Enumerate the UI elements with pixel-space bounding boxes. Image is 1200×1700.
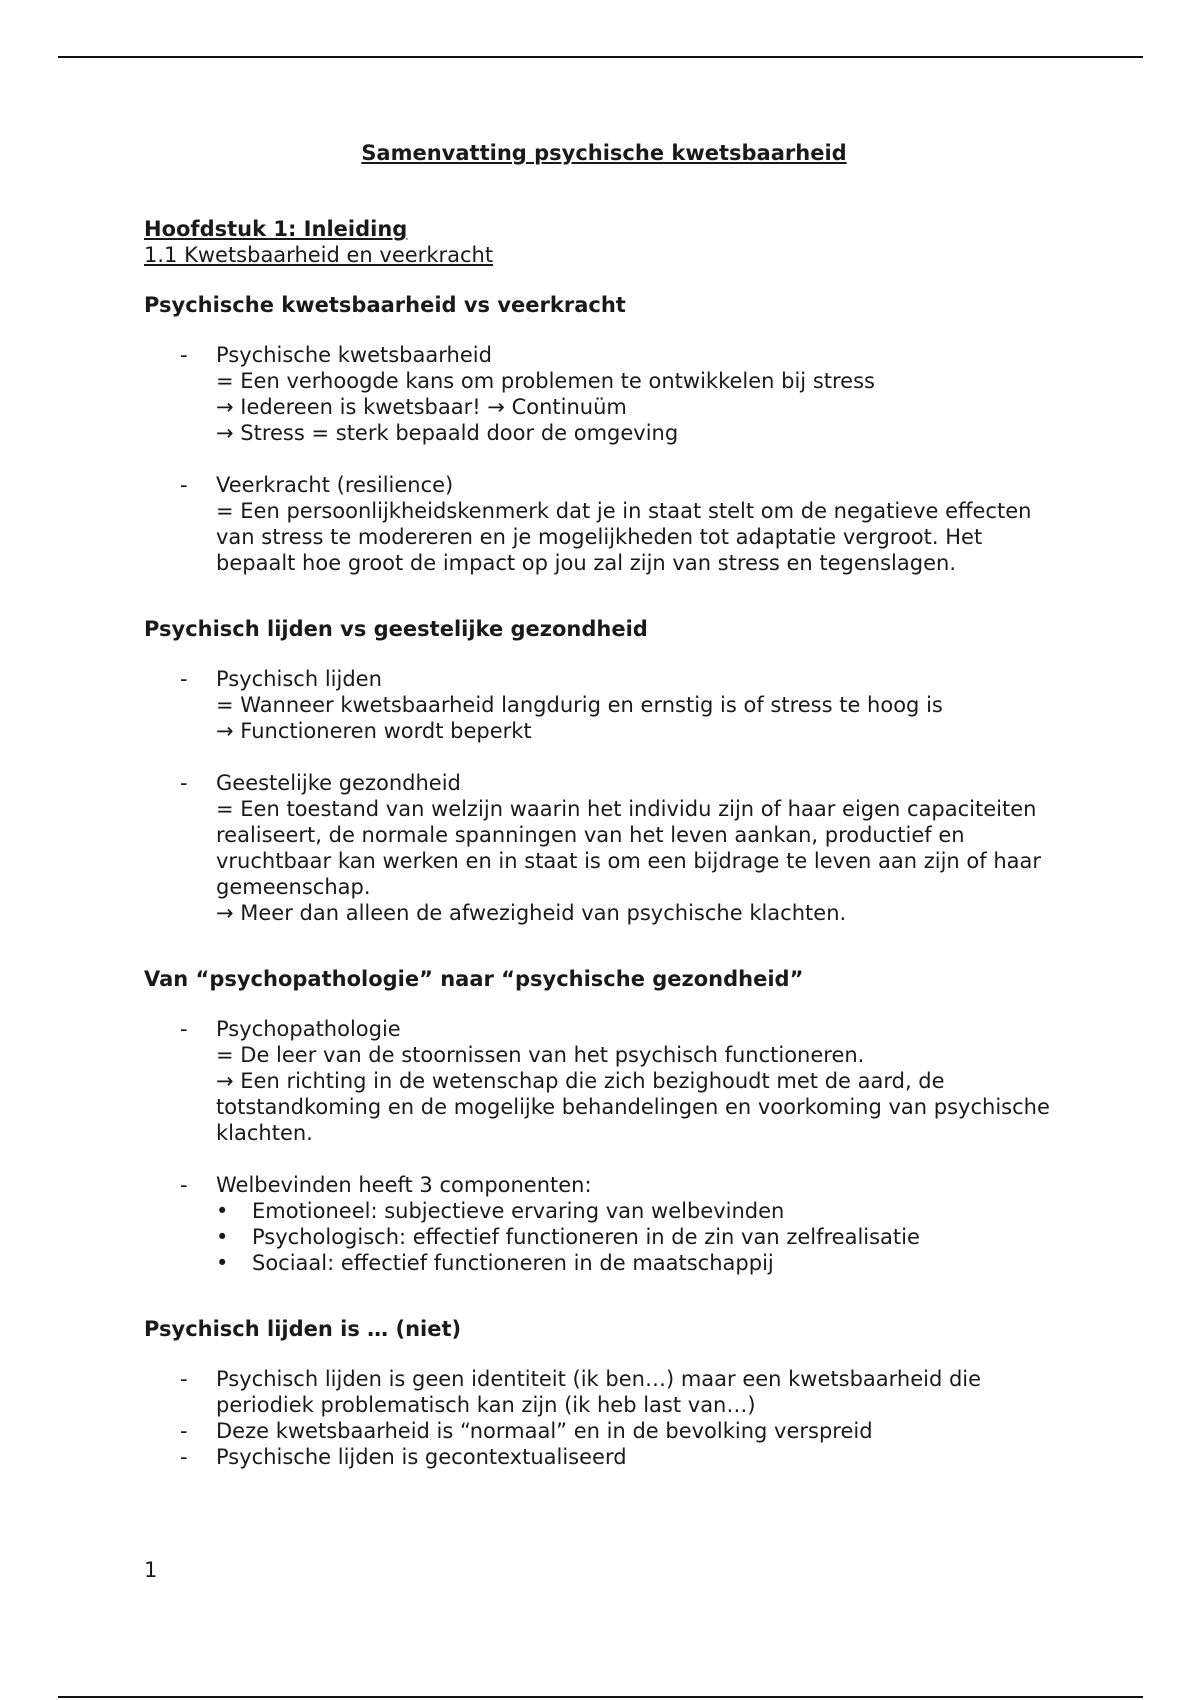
- bullet-item: [216, 1250, 1064, 1276]
- list-item: [144, 1172, 1064, 1276]
- dash-marker: -: [180, 1367, 188, 1391]
- list-item: [144, 1016, 1064, 1146]
- page-number: 1: [144, 1558, 158, 1582]
- item-text: Psychisch lijden is geen identiteit (ik ben…) maar een kwetsbaarheid die periodiek problematisch kan zijn (ik heb last van…): [216, 1367, 982, 1417]
- item-term: Welbevinden heeft 3 componenten:: [216, 1173, 592, 1197]
- section-heading: Psychisch lijden vs geestelijke gezondheid: [144, 617, 648, 641]
- document-title: Samenvatting psychische kwetsbaarheid: [361, 141, 847, 165]
- item-definition: = Een persoonlijkheidskenmerk dat je in staat stelt om de negatieve effecten van stress te modereren en je mogelijkheden tot adaptatie vergroot. Het bepaalt hoe groot de impact op jou zal zijn van stress en tegenslagen.: [216, 499, 1032, 575]
- dash-marker: -: [180, 473, 188, 497]
- list-item: [144, 472, 1064, 576]
- list-item: [144, 1366, 1064, 1418]
- list-item: [144, 666, 1064, 744]
- section-lijden-gezondheid: [144, 616, 1064, 926]
- dash-marker: -: [180, 667, 188, 691]
- list-item: [144, 1418, 1064, 1444]
- item-term: Psychisch lijden: [216, 667, 382, 691]
- document-page: [144, 140, 1064, 1510]
- item-definition: = Een toestand van welzijn waarin het individu zijn of haar eigen capaciteiten realiseert, de normale spanningen van het leven aankan, productief en vruchtbaar kan werken en in staat is om een bijdrage te leven aan zijn of haar gemeenschap.: [216, 797, 1041, 899]
- dash-marker: -: [180, 1017, 188, 1041]
- list-item: [144, 1444, 1064, 1470]
- subchapter-heading: 1.1 Kwetsbaarheid en veerkracht: [144, 243, 494, 267]
- item-text: Psychische lijden is gecontextualiseerd: [216, 1445, 627, 1469]
- bullet-item: [216, 1224, 1064, 1250]
- item-note: → Stress = sterk bepaald door de omgeving: [216, 421, 679, 445]
- item-note: → Functioneren wordt beperkt: [216, 719, 532, 743]
- chapter-heading: Hoofdstuk 1: Inleiding: [144, 217, 408, 241]
- item-term: Psychopathologie: [216, 1017, 401, 1041]
- bullet-marker: •: [216, 1225, 229, 1249]
- list-item: [144, 342, 1064, 446]
- item-note: → Iedereen is kwetsbaar! → Continuüm: [216, 395, 627, 419]
- bullet-marker: •: [216, 1251, 229, 1275]
- item-text: Deze kwetsbaarheid is “normaal” en in de bevolking verspreid: [216, 1419, 873, 1443]
- item-note: → Een richting in de wetenschap die zich bezighoudt met de aard, de totstandkoming en de mogelijke behandelingen en voorkoming van psychische klachten.: [216, 1069, 1050, 1145]
- dash-marker: -: [180, 771, 188, 795]
- dash-marker: -: [180, 343, 188, 367]
- bullet-text: Psychologisch: effectief functioneren in de zin van zelfrealisatie: [252, 1225, 920, 1249]
- item-definition: = Een verhoogde kans om problemen te ontwikkelen bij stress: [216, 369, 875, 393]
- item-definition: = De leer van de stoornissen van het psychisch functioneren.: [216, 1043, 865, 1067]
- dash-marker: -: [180, 1419, 188, 1443]
- item-note: → Meer dan alleen de afwezigheid van psychische klachten.: [216, 901, 847, 925]
- section-heading: Psychische kwetsbaarheid vs veerkracht: [144, 293, 626, 317]
- section-heading: Van “psychopathologie” naar “psychische gezondheid”: [144, 967, 804, 991]
- dash-marker: -: [180, 1445, 188, 1469]
- item-term: Geestelijke gezondheid: [216, 771, 461, 795]
- item-definition: = Wanneer kwetsbaarheid langdurig en ernstig is of stress te hoog is: [216, 693, 943, 717]
- item-term: Veerkracht (resilience): [216, 473, 454, 497]
- header-rule: [58, 56, 1143, 58]
- bullet-text: Sociaal: effectief functioneren in de maatschappij: [252, 1251, 774, 1275]
- item-term: Psychische kwetsbaarheid: [216, 343, 492, 367]
- section-psychisch-lijden-niet: [144, 1316, 1064, 1470]
- bullet-marker: •: [216, 1199, 229, 1223]
- section-psychopathologie: [144, 966, 1064, 1276]
- dash-marker: -: [180, 1173, 188, 1197]
- footer-rule: [58, 1696, 1143, 1698]
- section-kwetsbaarheid-veerkracht: [144, 292, 1064, 576]
- list-item: [144, 770, 1064, 926]
- bullet-text: Emotioneel: subjectieve ervaring van welbevinden: [252, 1199, 785, 1223]
- section-heading: Psychisch lijden is … (niet): [144, 1317, 462, 1341]
- bullet-item: [216, 1198, 1064, 1224]
